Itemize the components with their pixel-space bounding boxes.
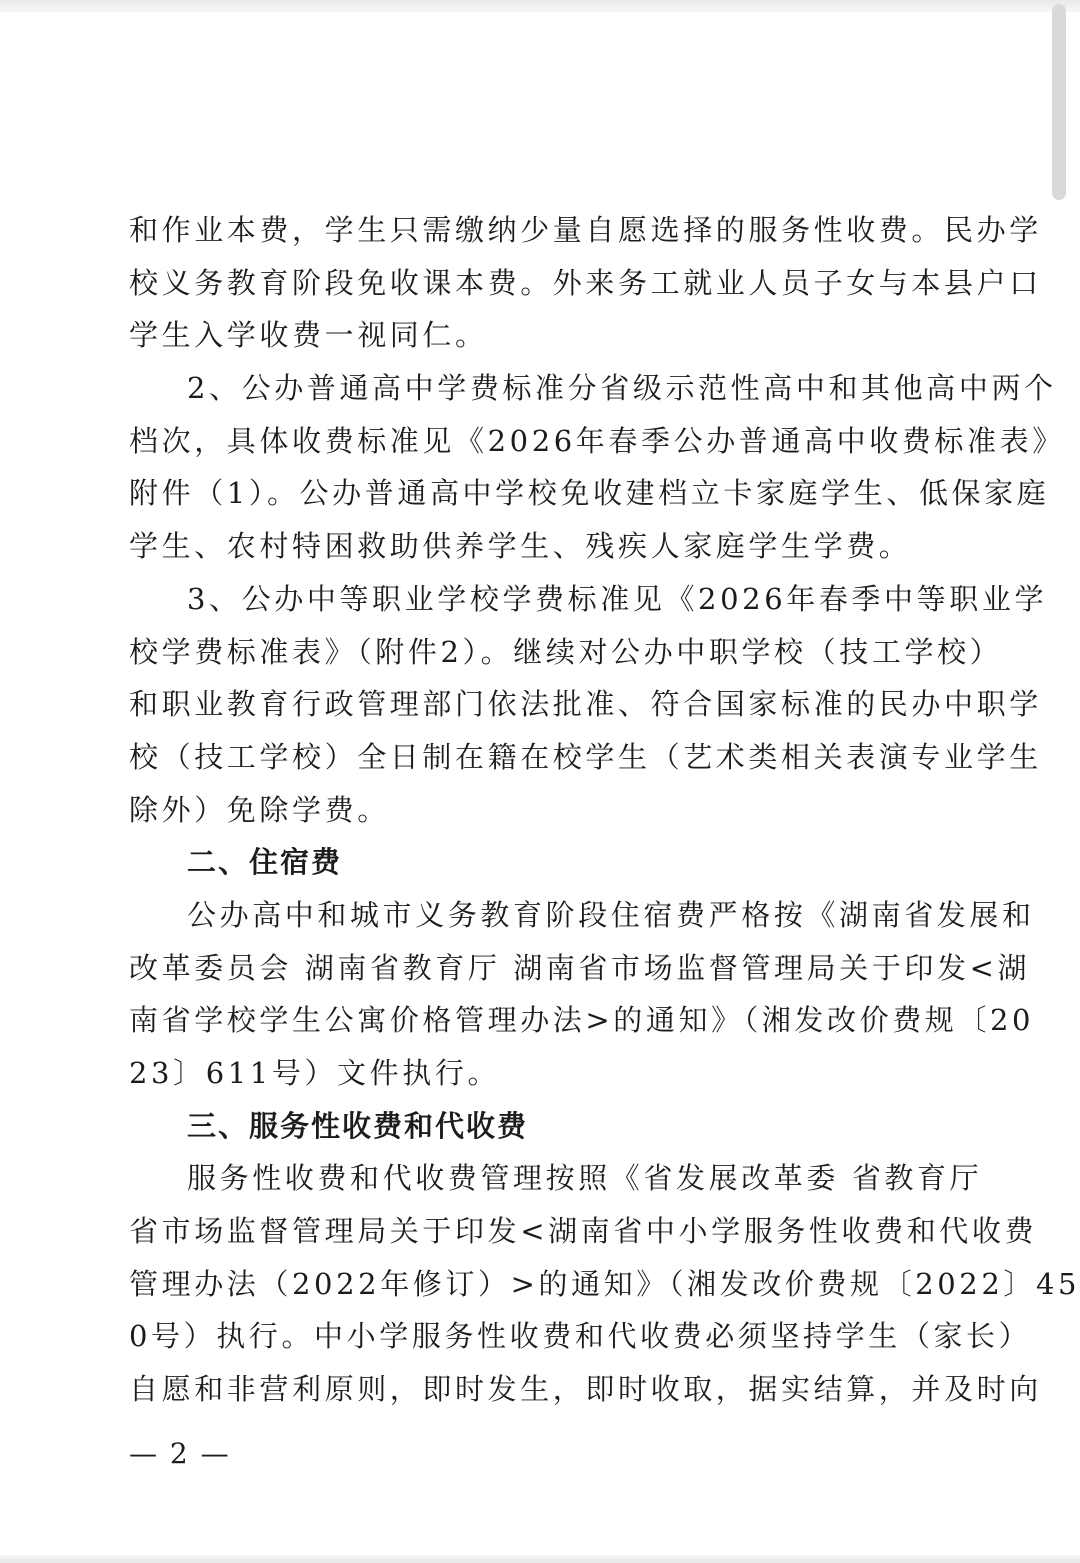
text-line: 南省学校学生公寓价格管理办法>的通知》（湘发改价费规〔20	[129, 1003, 1035, 1038]
document-page	[129, 204, 1080, 1416]
viewer-bottom-edge	[0, 1555, 1080, 1563]
text-line: 学生入学收费一视同仁。	[129, 318, 488, 353]
text-line: 3、公办中等职业学校学费标准见《2026年春季中等职业学	[187, 581, 1048, 616]
text-line: 校学费标准表》（附件2）。继续对公办中职学校（技工学校）	[129, 634, 1003, 669]
text-line: 改革委员会 湖南省教育厅 湖南省市场监督管理局关于印发<湖	[129, 950, 1031, 985]
text-line: 附件（1）。公办普通高中学校免收建档立卡家庭学生、低保家庭	[129, 476, 1050, 511]
text-line: 校（技工学校）全日制在籍在校学生（艺术类相关表演专业学生	[129, 739, 1042, 774]
section-heading: 二、住宿费	[187, 845, 343, 880]
text-line: 自愿和非营利原则，即时发生，即时收取，据实结算，并及时向	[129, 1372, 1042, 1407]
page-number: — 2 —	[129, 1437, 231, 1470]
text-line: 省市场监督管理局关于印发<湖南省中小学服务性收费和代收费	[129, 1214, 1038, 1249]
scrollbar-thumb[interactable]	[1052, 4, 1066, 200]
text-line: 公办高中和城市义务教育阶段住宿费严格按《湖南省发展和	[187, 897, 1035, 932]
text-line: 服务性收费和代收费管理按照《省发展改革委 省教育厅	[187, 1161, 983, 1196]
text-line: 校义务教育阶段免收课本费。外来务工就业人员子女与本县户口	[129, 265, 1042, 300]
text-line: 23〕611号）文件执行。	[129, 1056, 501, 1090]
text-line: 管理办法（2022年修订）>的通知》（湘发改价费规〔2022〕45	[129, 1266, 1080, 1301]
viewer-top-edge	[0, 0, 1080, 12]
section-heading: 三、服务性收费和代收费	[187, 1108, 529, 1143]
text-line: 0号）执行。中小学服务性收费和代收费必须坚持学生（家长）	[129, 1319, 1032, 1354]
text-line: 除外）免除学费。	[129, 792, 390, 827]
text-line: 和作业本费，学生只需缴纳少量自愿选择的服务性收费。民办学	[129, 213, 1042, 247]
text-line: 2、公办普通高中学费标准分省级示范性高中和其他高中两个	[187, 371, 1057, 406]
text-line: 和职业教育行政管理部门依法批准、符合国家标准的民办中职学	[129, 687, 1042, 722]
text-line: 档次，具体收费标准见《2026年春季公办普通高中收费标准表》	[129, 423, 1065, 458]
text-line: 学生、农村特困救助供养学生、残疾人家庭学生学费。	[129, 529, 912, 564]
